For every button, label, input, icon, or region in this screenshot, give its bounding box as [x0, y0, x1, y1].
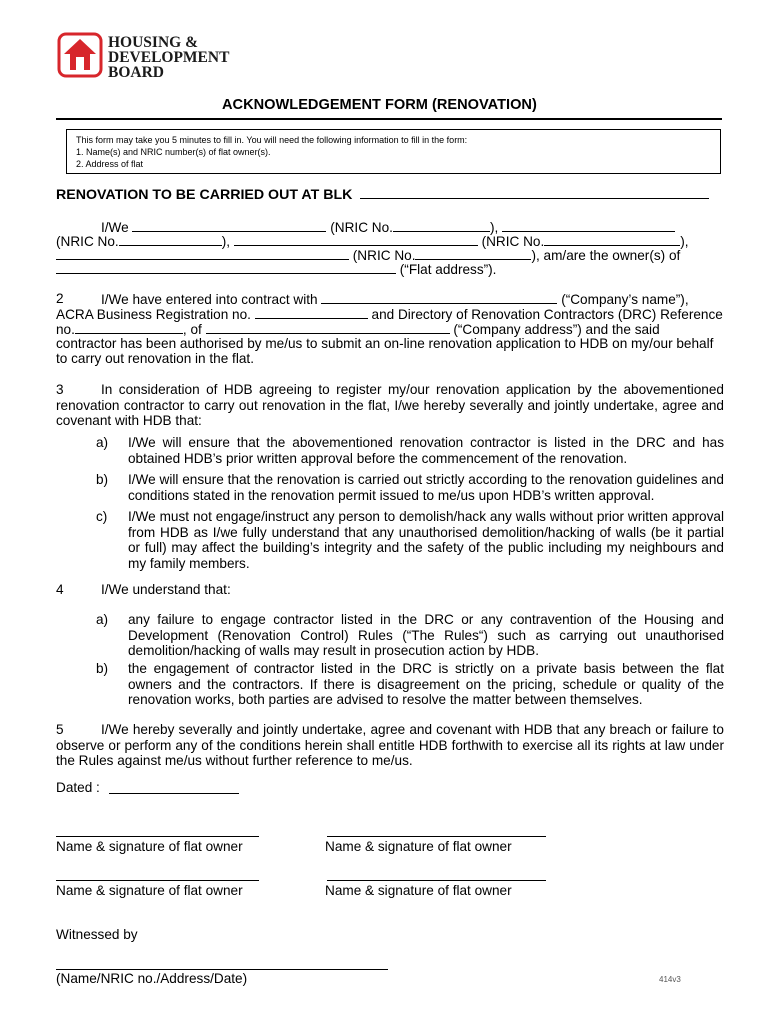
owner-nric-field-1[interactable]: [393, 219, 490, 232]
para3-b-text: I/We will ensure that the renovation is carried out strictly according to the renovation guidelines and conditions stated in the renovation permit issued to me/us upon HDB’s written approval.: [128, 472, 724, 503]
dated-label: Dated :: [56, 780, 100, 795]
witness-label: (Name/NRIC no./Address/Date): [56, 971, 248, 986]
para3-c-label: c): [96, 509, 108, 524]
company-name-field[interactable]: [321, 291, 557, 304]
owner-line-4: (“Flat address”).: [56, 261, 496, 278]
signature-line-owner-3[interactable]: [56, 880, 259, 881]
witnessed-label: Witnessed by: [56, 927, 138, 942]
para5-num: 5: [56, 722, 64, 737]
form-code: 414v3: [659, 975, 681, 984]
owner-line-2: (NRIC No. ), (NRIC No. ),: [56, 234, 689, 249]
owner-name-field-3[interactable]: [234, 233, 478, 246]
info-item: 1. Name(s) and NRIC number(s) of flat owner(s).: [76, 147, 271, 157]
signature-label: Name & signature of flat owner: [56, 883, 243, 898]
para4-b-label: b): [96, 661, 109, 676]
para3-a-label: a): [96, 435, 109, 450]
owner-line-1: I/We (NRIC No. ),: [101, 219, 675, 236]
para2-line-2: ACRA Business Registration no. and Directory of Renovation Contractors (DRC) Reference: [56, 307, 723, 322]
acra-no-field[interactable]: [255, 306, 368, 319]
signature-label: Name & signature of flat owner: [325, 839, 512, 854]
info-item: 2. Address of flat: [76, 159, 144, 169]
para2-num: 2: [56, 291, 64, 306]
signature-line-owner-2[interactable]: [327, 836, 546, 837]
para4-num: 4: [56, 582, 64, 597]
owner-nric-field-3[interactable]: [544, 233, 680, 246]
witness-signature-line[interactable]: [56, 969, 388, 970]
owner-nric-field-4[interactable]: [415, 247, 531, 260]
para4-a-text: any failure to engage contractor listed in the DRC or any contravention of the Housing and Development (Renovation Control) Rules (“The Rules“) such as carrying out unauthorised demolition/hacking of walls may result in prosecution action by HDB.: [128, 612, 724, 658]
owner-nric-field-2[interactable]: [119, 233, 222, 246]
title-divider: [56, 118, 722, 120]
signature-line-owner-4[interactable]: [327, 880, 546, 881]
owner-name-field-2[interactable]: [502, 219, 675, 232]
para2-line-5: to carry out renovation in the flat.: [56, 351, 254, 366]
para2-line-3: no. , of (“Company address”) and the said: [56, 322, 660, 337]
drc-ref-field[interactable]: [75, 321, 183, 334]
hdb-logo-text: HOUSING & DEVELOPMENT BOARD: [108, 34, 230, 81]
form-title: ACKNOWLEDGEMENT FORM (RENOVATION): [222, 97, 537, 113]
hdb-logo-icon: [57, 32, 103, 78]
para5-text: I/We hereby severally and jointly undertake, agree and covenant with HDB that any breach or failure to observe or perform any of the conditions herein shall entitle HDB forthwith to exercise all its rights at law under the Rules against me/us without further reference to me/us.: [56, 722, 724, 768]
signature-line-owner-1[interactable]: [56, 836, 259, 837]
para3-num: 3: [56, 382, 64, 397]
para4-a-label: a): [96, 612, 109, 627]
para4-text: I/We understand that:: [101, 582, 231, 597]
signature-label: Name & signature of flat owner: [325, 883, 512, 898]
flat-address-field[interactable]: [56, 261, 396, 274]
para4-b-text: the engagement of contractor listed in the DRC is strictly on a private basis between the flat owners and the contractors. If there is disagreement on the pricing, schedule or quality of the renovation works, both parties are advised to resolve the matter between themselves.: [128, 661, 724, 707]
company-address-field[interactable]: [206, 321, 450, 334]
para3-c-text: I/We must not engage/instruct any person to demolish/hack any walls without prior written approval from HDB as I/we fully understand that any unauthorised demolition/hacking of walls (be it partial or full) may affect the building’s integrity and the safety of the public including my neighbours and my family members.: [128, 509, 724, 571]
para2-line-4: contractor has been authorised by me/us to submit an on-line renovation application to HDB on my/our behalf: [56, 336, 714, 351]
dated-field[interactable]: [109, 793, 239, 794]
info-box: [66, 129, 721, 174]
owner-line-3: (NRIC No. ), am/are the owner(s) of: [56, 247, 680, 264]
owner-name-field-1[interactable]: [132, 219, 326, 232]
para3-a-text: I/We will ensure that the abovementioned renovation contractor is listed in the DRC and has obtained HDB’s prior written approval before the commencement of the renovation.: [128, 435, 724, 466]
owner-name-field-4[interactable]: [56, 247, 349, 260]
signature-label: Name & signature of flat owner: [56, 839, 243, 854]
para3-text: In consideration of HDB agreeing to register my/our renovation application by the abovementioned renovation contractor to carry out renovation in the flat, I/we hereby severally and jointly undertake, agree and covenant with HDB that:: [56, 382, 724, 428]
info-intro: This form may take you 5 minutes to fill in. You will need the following information to fill in the form:: [76, 135, 468, 145]
blk-heading: RENOVATION TO BE CARRIED OUT AT BLK: [56, 186, 709, 203]
blk-field[interactable]: [360, 186, 709, 199]
para2-line-1: I/We have entered into contract with (“Company’s name”),: [101, 292, 689, 307]
hdb-logo: [57, 32, 103, 83]
para3-b-label: b): [96, 472, 109, 487]
